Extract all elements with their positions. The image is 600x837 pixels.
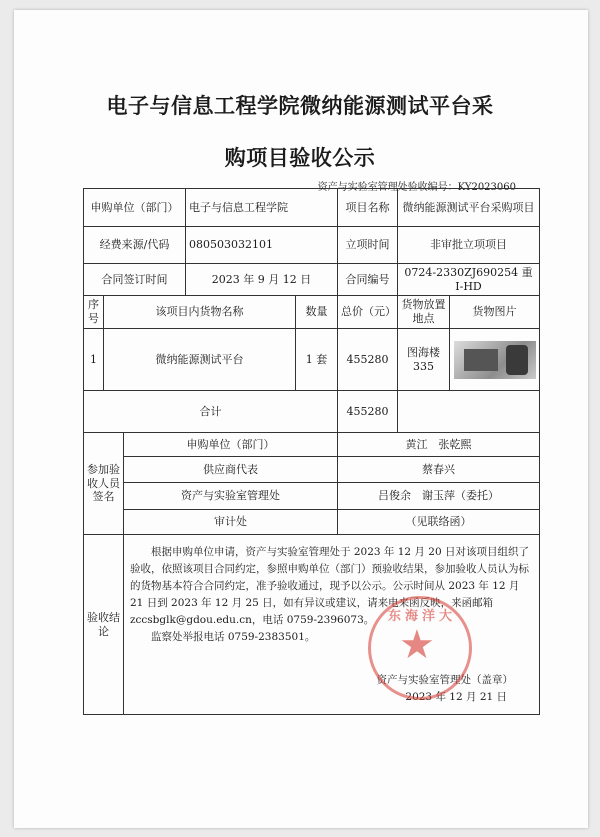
subtotal-row [84, 391, 540, 433]
goods-photo-cell [450, 329, 540, 391]
goods-photo [454, 341, 536, 379]
acceptance-table [83, 188, 540, 715]
conclusion-label: 验收结论 [84, 535, 124, 715]
goods-location: 图海楼 335 [398, 329, 450, 391]
goods-name: 微纳能源测试平台 [104, 329, 296, 391]
info-row [84, 189, 540, 227]
col-name-header: 该项目内货物名称 [104, 296, 296, 329]
sign-date-label: 合同签订时间 [84, 264, 186, 296]
acceptance-row [84, 483, 540, 510]
col-no-header: 序号 [84, 296, 104, 329]
seal-text: 东海洋大 [387, 609, 456, 624]
info-row [84, 227, 540, 264]
subtotal-label: 合计 [84, 391, 338, 433]
document-title-line1: 电子与信息工程学院微纳能源测试平台采 [106, 94, 494, 118]
goods-total: 455280 [338, 329, 398, 391]
goods-no: 1 [84, 329, 104, 391]
document-title-line2: 购项目验收公示 [224, 146, 376, 170]
contract-label: 合同编号 [338, 264, 398, 296]
acceptance-role: 供应商代表 [124, 457, 338, 483]
sign-date-value: 2023 年 9 月 12 日 [186, 264, 338, 296]
official-seal [368, 596, 472, 700]
conclusion-signoff: 资产与实验室管理处（盖章） [376, 673, 514, 686]
col-photo-header: 货物图片 [450, 296, 540, 329]
acceptance-names: （见联络函） [338, 510, 540, 535]
acceptance-group-label: 参加验收人员签名 [84, 433, 124, 535]
goods-qty: 1 套 [296, 329, 338, 391]
reference-number: 资产与实验室管理处验收编号：KY2023060 [317, 182, 516, 193]
buyer-label: 申购单位（部门） [84, 189, 186, 227]
col-total-header: 总价（元） [338, 296, 398, 329]
conclusion-date: 2023 年 12 月 21 日 [405, 690, 508, 703]
goods-header-row [84, 296, 540, 329]
acceptance-role: 申购单位（部门） [124, 433, 338, 457]
acceptance-role: 资产与实验室管理处 [124, 483, 338, 510]
contract-value: 0724-2330ZJ690254 重 I-HD [398, 264, 540, 296]
subtotal-value: 455280 [338, 391, 398, 433]
project-label: 项目名称 [338, 189, 398, 227]
buyer-value: 电子与信息工程学院 [186, 189, 338, 227]
col-location-header: 货物放置地点 [398, 296, 450, 329]
project-value: 微纳能源测试平台采购项目 [398, 189, 540, 227]
fund-label: 经费来源/代码 [84, 227, 186, 264]
conclusion-row [84, 535, 540, 715]
acceptance-row [84, 433, 540, 457]
approval-label: 立项时间 [338, 227, 398, 264]
acceptance-role: 审计处 [124, 510, 338, 535]
conclusion-paragraph: 根据申购单位申请，资产与实验室管理处于 2023 年 12 月 20 日对该项目组织了验收，依照该项目合同约定，参照申购单位（部门）预验收结果，参加验收人员认为标的货物基本符合合同约定，准予验收通过，现予以公示。公示时间从 2023 年 12 月 21 日到 2023 年 12 月 25 日，如有异议或建议，请来电来函反映，来函邮箱 zccsbglk@gdou.edu.cn，电话 0759-2396073。 [130, 545, 529, 626]
goods-row [84, 329, 540, 391]
info-row [84, 264, 540, 296]
conclusion-text [124, 535, 540, 715]
acceptance-names: 吕俊余 谢玉萍（委托） [338, 483, 540, 510]
acceptance-row [84, 510, 540, 535]
acceptance-row [84, 457, 540, 483]
col-qty-header: 数量 [296, 296, 338, 329]
acceptance-names: 蔡春兴 [338, 457, 540, 483]
seal-star-icon: ★ [399, 622, 435, 668]
acceptance-names: 黄江 张乾熙 [338, 433, 540, 457]
fund-value: 080503032101 [186, 227, 338, 264]
approval-value: 非审批立项项目 [398, 227, 540, 264]
conclusion-hotline: 监察处举报电话 0759-2383501。 [151, 630, 316, 643]
